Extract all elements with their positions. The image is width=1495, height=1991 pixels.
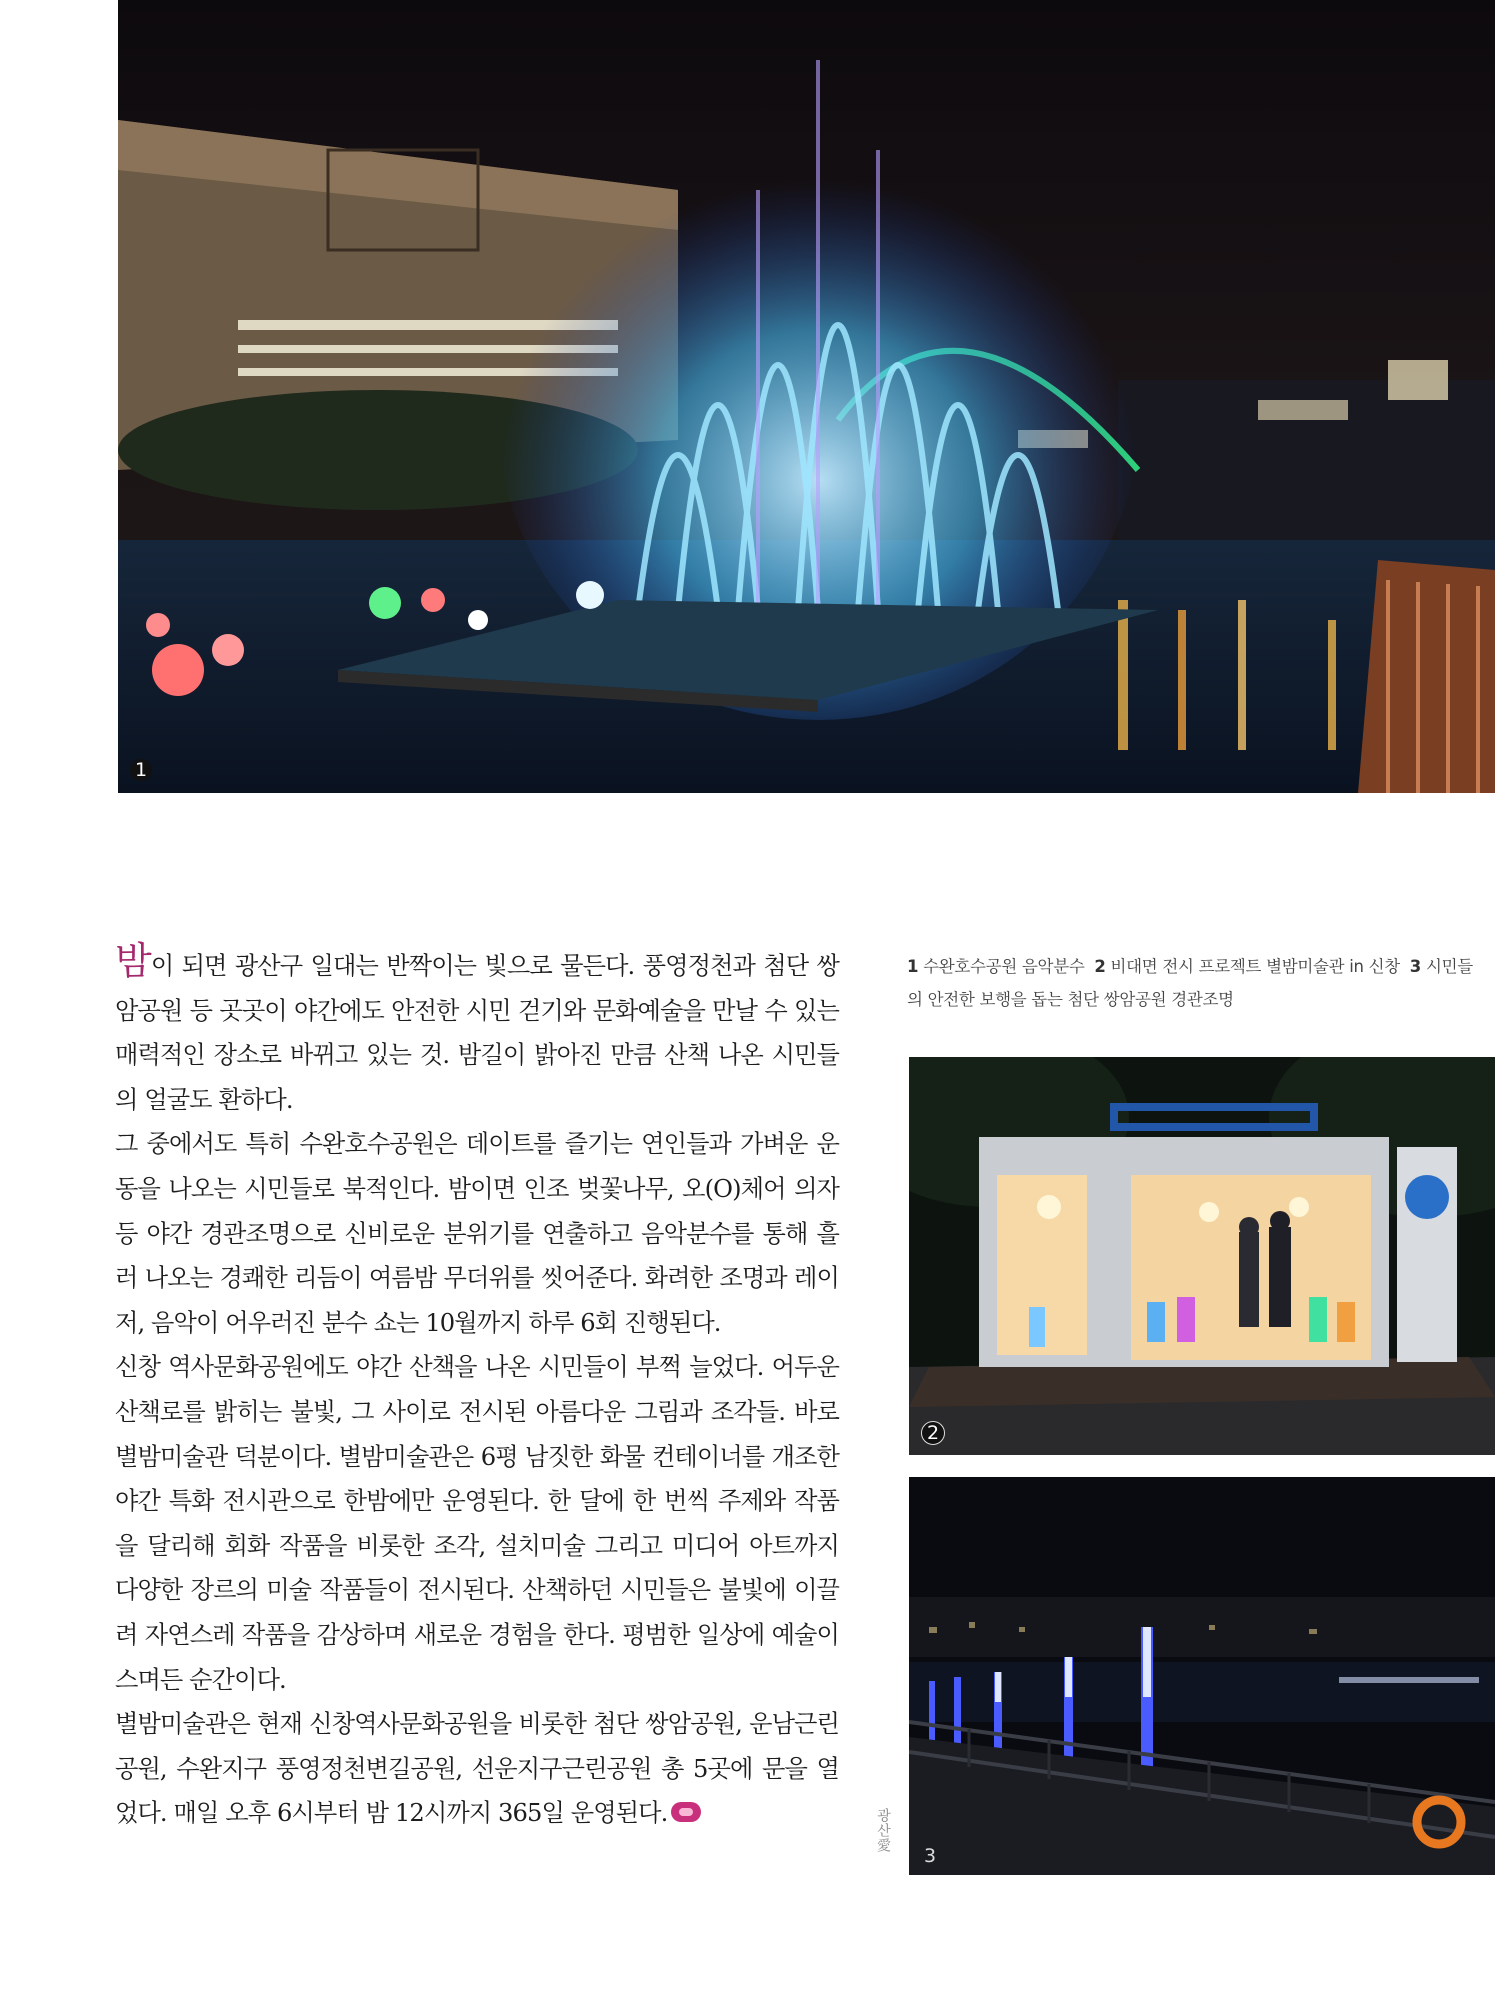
photo-number: 3	[923, 1845, 937, 1867]
paragraph	[115, 1702, 839, 1836]
park-lighting-photo	[909, 1477, 1495, 1875]
photo-number: 1	[130, 759, 152, 781]
side-logo: 광산愛	[875, 1808, 891, 1853]
caption-number: 2	[1094, 957, 1106, 976]
paragraph	[115, 939, 839, 1122]
caption-text: 수완호수공원 음악분수	[923, 957, 1085, 976]
paragraph: 신창 역사문화공원에도 야간 산책을 나온 시민들이 부쩍 늘었다. 어두운 산책로를 밝히는 불빛, 그 사이로 전시된 아름다운 그림과 조각들. 바로 별밤미술관 덕분이다. 별밤미술관은 6평 남짓한 화물 컨테이너를 개조한 야간 특화 전시관으로 한밤에만 운영된다. 한 달에 한 번씩 주제와 작품을 달리해 회화 작품을 비롯한 조각, 설치미술 그리고 미디어 아트까지 다양한 장르의 미술 작품들이 전시된다. 산책하던 시민들은 불빛에 이끌려 자연스레 작품을 감상하며 새로운 경험을 한다. 평범한 일상에 예술이 스며든 순간이다.	[115, 1353, 839, 1694]
photo-number: 2	[921, 1421, 945, 1445]
caption-number: 1	[907, 957, 919, 976]
caption-text: 비대면 전시 프로젝트 별밤미술관 in 신창	[1110, 957, 1400, 976]
paragraph-text: 이 되면 광산구 일대는 반짝이는 빛으로 물든다. 풍영정천과 첨단 쌍암공원 등 곳곳이 야간에도 안전한 시민 걷기와 문화예술을 만날 수 있는 매력적인 장소로 바뀌고 있는 것. 밤길이 밝아진 만큼 산책 나온 시민들의 얼굴도 환하다.	[115, 952, 839, 1114]
drop-cap: 밤	[115, 939, 151, 983]
park-lighting-photo-art	[909, 1477, 1495, 1875]
paragraph-text: 별밤미술관은 현재 신창역사문화공원을 비롯한 첨단 쌍암공원, 운남근린공원, 수완지구 풍영정천변길공원, 선운지구근린공원 총 5곳에 문을 열었다. 매일 오후 6시부터 밤 12시까지 365일 운영된다.	[115, 1710, 839, 1828]
gallery-container-photo	[909, 1057, 1495, 1455]
fountain-photo	[118, 0, 1495, 793]
photo-caption	[907, 950, 1487, 1016]
end-mark-icon	[671, 1802, 701, 1822]
paragraph: 그 중에서도 특히 수완호수공원은 데이트를 즐기는 연인들과 가벼운 운동을 나오는 시민들로 북적인다. 밤이면 인조 벚꽃나무, 오(O)체어 의자 등 야간 경관조명으로 신비로운 분위기를 연출하고 음악분수를 통해 흘러 나오는 경쾌한 리듬이 여름밤 무더위를 씻어준다. 화려한 조명과 레이저, 음악이 어우러진 분수 쇼는 10월까지 하루 6회 진행된다.	[115, 1130, 839, 1337]
fountain-photo-art	[118, 0, 1495, 793]
gallery-container-photo-art	[909, 1057, 1495, 1455]
caption-number: 3	[1409, 957, 1421, 976]
article-body	[115, 939, 839, 1836]
caption-text: 시민들의 안전한 보행을 돕는 첨단 쌍암공원 경관조명	[907, 957, 1473, 1009]
